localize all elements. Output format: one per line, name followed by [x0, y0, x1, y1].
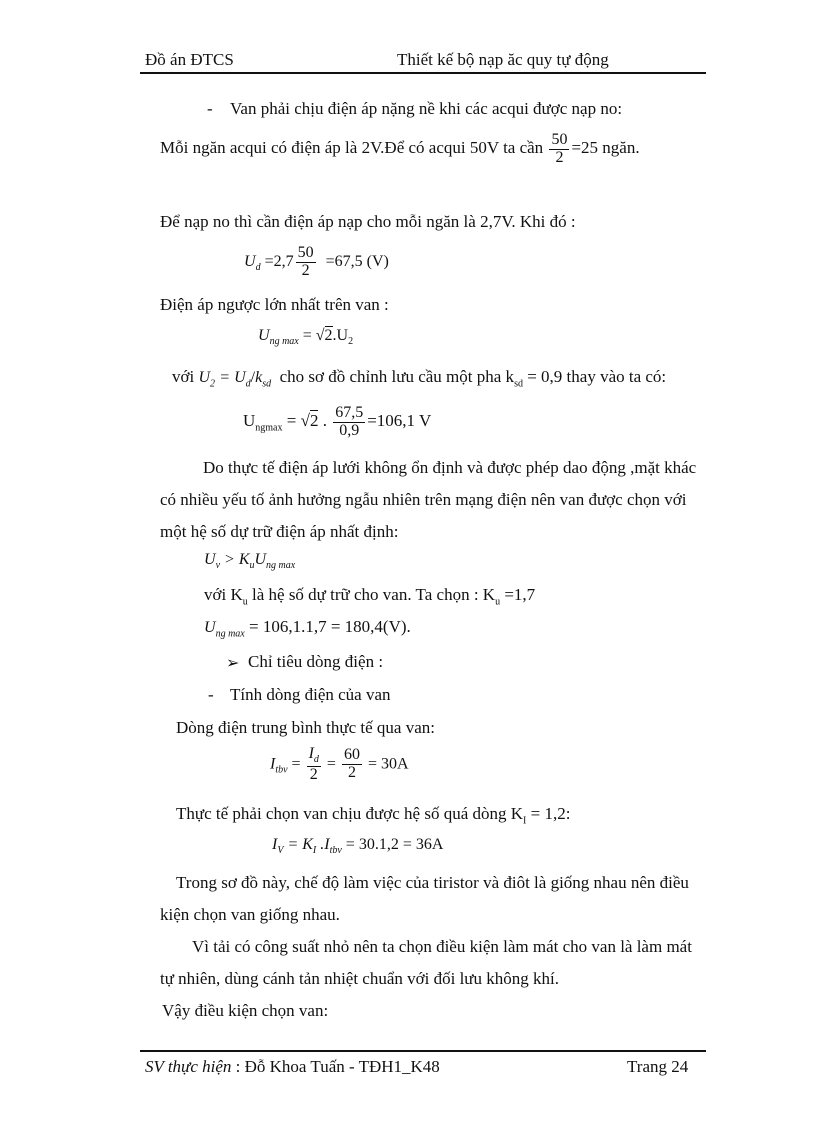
text-line: Điện áp ngược lớn nhất trên van :	[160, 295, 389, 314]
dash-bullet: -	[207, 99, 213, 118]
dash-bullet: -	[208, 685, 214, 704]
eq-sub: ng max	[215, 628, 245, 640]
eq-sub: d	[313, 754, 319, 766]
eq-var: U	[243, 411, 256, 431]
eq-var: = U	[219, 369, 246, 386]
eq-sub: tbv	[275, 764, 288, 776]
footer-author-label: SV thực hiện	[145, 1057, 232, 1076]
eq-var: U	[198, 369, 211, 386]
footer-left	[145, 1057, 440, 1077]
paragraph-line: Do thực tế điện áp lưới không ổn định và được phép dao động ,mặt khác	[203, 458, 697, 477]
text-span: cho sơ đồ chỉnh lưu cầu một pha k	[279, 367, 515, 386]
eq-slash: /	[250, 369, 256, 386]
text-line-ku	[204, 585, 535, 607]
sqrt-icon: √	[300, 411, 310, 431]
paragraph-line: có nhiều yếu tố ảnh hưởng ngẫu nhiên trên mạng điện nên van được chọn với	[160, 490, 687, 509]
eq-gt: > K	[220, 551, 250, 568]
denominator: 0,9	[339, 421, 360, 439]
fraction	[307, 746, 321, 783]
text-sub: u	[242, 596, 248, 608]
eq-var: U	[204, 551, 216, 568]
eq-result: =67,5 (V)	[325, 252, 389, 270]
text-line: Vậy điều kiện chọn van:	[162, 1001, 329, 1020]
eq-sub: tbv	[329, 845, 342, 857]
footer-author: : Đỗ Khoa Tuấn - TĐH1_K48	[231, 1057, 440, 1076]
eq-result: = 30.1,2 = 36A	[341, 836, 444, 853]
eq-sub: v	[215, 560, 221, 572]
eq-mid: =2,7	[264, 252, 294, 270]
eq-sub: ng max	[269, 336, 299, 348]
equation-ungmax	[258, 327, 353, 347]
paragraph-line: tự nhiên, dùng cánh tản nhiệt chuẩn với đối lưu không khí.	[160, 969, 559, 988]
text-span: = 1,2:	[526, 804, 571, 823]
fraction	[549, 132, 569, 167]
text-span: = 0,9 thay vào ta có:	[522, 367, 667, 386]
text-span: với K	[204, 585, 243, 604]
eq-sub: I	[312, 845, 317, 857]
fraction	[333, 405, 365, 440]
fraction	[296, 245, 316, 280]
eq-equals: =	[282, 411, 301, 431]
numerator: 67,5	[335, 404, 364, 421]
eq-sub: 2	[348, 336, 354, 348]
eq-post: .U	[332, 327, 349, 344]
text-line: Để nạp no thì cần điện áp nạp cho mỗi ngăn là 2,7V. Khi đó :	[160, 212, 576, 231]
text-span: Thực tế phải chọn van chịu được hệ số quá dòng K	[176, 804, 524, 823]
eq-sub: d	[245, 378, 251, 390]
arrow-bullet-icon: ➢	[226, 655, 240, 672]
header-right: Thiết kế bộ nạp ăc quy tự động	[397, 50, 609, 69]
eq-sub: u	[249, 560, 255, 572]
denominator: 2	[347, 764, 356, 782]
equation-ungmax-value	[243, 405, 431, 440]
text-line-cells	[160, 132, 640, 167]
numerator: I	[308, 745, 314, 762]
text-line: Tính dòng điện của van	[230, 685, 391, 704]
numerator: 50	[551, 131, 568, 148]
text-line: Chỉ tiêu dòng điện :	[248, 652, 384, 671]
eq-equals: = K	[283, 836, 313, 853]
eq-dot: .	[318, 411, 327, 431]
eq-dot: .I	[316, 836, 330, 853]
eq-result: = 30A	[363, 755, 409, 773]
text-span: =1,7	[500, 585, 536, 604]
text-line: Dòng điện trung bình thực tế qua van:	[176, 718, 435, 737]
eq-var: U	[254, 551, 267, 568]
equation-ungmax-reserve	[204, 617, 411, 639]
page-number: Trang 24	[627, 1057, 689, 1076]
text-span: Mỗi ngăn acqui có điện áp là 2V.Để có acqui 50V ta cần	[160, 138, 544, 158]
sqrt-arg: 2	[324, 327, 333, 344]
eq-equals: =	[302, 327, 312, 344]
text-sub: u	[495, 596, 501, 608]
eq-result: = 106,1.1,7 = 180,4(V).	[244, 617, 411, 636]
header-rule	[140, 72, 706, 74]
paragraph-line: Vì tải có công suất nhỏ nên ta chọn điều kiện làm mát cho van là làm mát	[192, 937, 692, 956]
footer-rule	[140, 1050, 706, 1052]
text-span: =25 ngăn.	[571, 138, 640, 158]
equation-ud	[244, 245, 389, 280]
eq-result: =106,1 V	[367, 411, 432, 431]
eq-equals: =	[322, 755, 340, 773]
eq-sub: 2	[210, 378, 216, 390]
eq-var: I	[272, 836, 278, 853]
denominator: 2	[301, 261, 310, 279]
eq-var: U	[204, 619, 216, 636]
header-left: Đồ án ĐTCS	[145, 50, 234, 69]
text-line-ki	[176, 804, 570, 826]
denominator: 2	[555, 148, 564, 166]
eq-var: I	[270, 755, 276, 773]
paragraph-line: Trong sơ đồ này, chế độ làm việc của tiristor và điôt là giống nhau nên điều	[176, 873, 689, 892]
numerator: 50	[297, 244, 314, 261]
denominator: 2	[309, 765, 318, 783]
sqrt-icon: √	[315, 327, 325, 344]
text-span: là hệ số dự trữ cho van. Ta chọn : K	[247, 585, 496, 604]
numerator: 60	[343, 746, 360, 764]
eq-sub: ng max	[266, 560, 296, 572]
equation-uv	[204, 551, 295, 571]
text-sub: I	[523, 815, 527, 827]
eq-sub: d	[255, 262, 261, 274]
fraction	[342, 747, 362, 782]
eq-var: k	[255, 369, 263, 386]
eq-var: U	[244, 252, 256, 270]
eq-sub: ngmax	[255, 422, 283, 434]
text-sub: sd	[514, 378, 523, 390]
sqrt-arg: 2	[309, 411, 319, 431]
paragraph-line: kiện chọn van giống nhau.	[160, 905, 340, 924]
equation-iv	[272, 836, 443, 856]
eq-sub: V	[277, 845, 284, 857]
paragraph-line: một hệ số dự trữ điện áp nhất định:	[160, 522, 399, 541]
eq-sub: sd	[262, 378, 272, 390]
text-span: với	[172, 367, 195, 386]
text-line-u2	[172, 367, 666, 389]
eq-var: U	[258, 327, 270, 344]
eq-equals: =	[287, 755, 305, 773]
equation-itbv	[270, 746, 409, 783]
text-line: Van phải chịu điện áp nặng nề khi các acqui được nạp no:	[230, 99, 623, 118]
